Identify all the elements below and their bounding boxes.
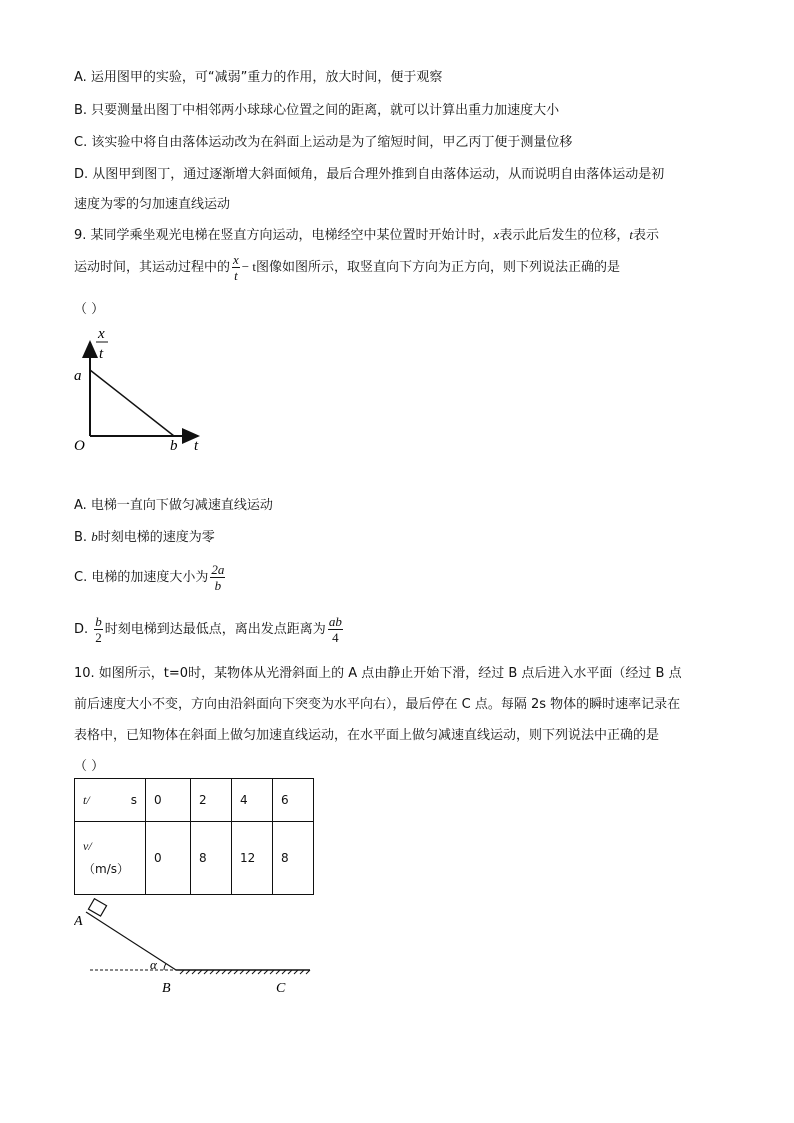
q8-option-c: C. 该实验中将自由落体运动改为在斜面上运动是为了缩短时间，甲乙丙丁便于测量位移: [74, 135, 573, 150]
table-cell: 2: [191, 779, 232, 822]
q9-graph-ylabel-den: t: [99, 346, 104, 362]
q10-stem-line3: 表格中，已知物体在斜面上做匀加速直线运动，在水平面上做匀减速直线运动，则下列说法中正确的是: [74, 728, 660, 743]
q10-answer-paren: （ ）: [74, 759, 105, 774]
q9-graph-label-t: t: [194, 438, 199, 454]
q9-option-c-fraction: $\frac{2a}{b}$: [211, 562, 225, 593]
table-cell: 0: [146, 822, 191, 895]
table-cell: 8: [273, 822, 314, 895]
q9-graph-line: [90, 370, 174, 436]
label-C: C: [276, 981, 286, 996]
q8-option-a: A. 运用图甲的实验，可“减弱”重力的作用，放大时间，便于观察: [74, 70, 443, 85]
q9-answer-paren: （ ）: [74, 302, 105, 317]
q10-velocity-table: [74, 778, 314, 895]
table-cell: 4: [232, 779, 273, 822]
q9-option-a: A. 电梯一直向下做匀减速直线运动: [74, 498, 273, 513]
q10-stem-line1: 10. 如图所示，t=0时，某物体从光滑斜面上的 A 点由静止开始下滑，经过 B 点后进入水平面（经过 B 点: [74, 666, 682, 681]
q10-incline-figure: [74, 898, 314, 1000]
q9-option-d-fraction1: $\frac{b}{2}$: [95, 614, 102, 645]
table-head-velocity: v/ （m/s）: [75, 822, 146, 895]
q9-graph-label-origin: O: [74, 438, 85, 454]
q9-stem-fraction: $\frac{x}{t}$: [233, 252, 239, 283]
table-row: [75, 822, 314, 895]
q9-option-d-fraction2: $\frac{ab}{4}$: [328, 614, 342, 645]
table-cell: 0: [146, 779, 191, 822]
angle-arc: [164, 964, 166, 970]
q10-stem-line2: 前后速度大小不变，方向由沿斜面向下突变为水平向右），最后停在 C 点。每隔 2s 物体的瞬时速率记录在: [74, 697, 681, 712]
table-head-time: t/ s: [75, 779, 146, 822]
q9-xt-graph: [70, 322, 220, 454]
q9-graph-label-a: a: [74, 368, 82, 384]
q8-option-b: B. 只要测量出图丁中相邻两小球球心位置之间的距离，就可以计算出重力加速度大小: [74, 103, 560, 118]
q9-option-d: D. $\frac{b}{2}$ 时刻电梯到达最低点，离出发点距离为 $\frac{ab}{4}$: [74, 614, 342, 645]
table-row: [75, 779, 314, 822]
incline-block: [88, 899, 106, 916]
q9-graph-label-b: b: [170, 438, 178, 454]
label-alpha: α: [150, 957, 157, 972]
q8-option-d-line2: 速度为零的匀加速直线运动: [74, 197, 231, 212]
q9-stem-line2: 运动时间，其运动过程中的 $\frac{x}{t}$ − t图像如图所示，取竖直向下方向为正方向，则下列说法正确的是: [74, 252, 621, 283]
table-cell: 12: [232, 822, 273, 895]
q9-graph-ylabel-num: x: [98, 326, 105, 342]
q9-option-b: B. b时刻电梯的速度为零: [74, 529, 215, 545]
label-B: B: [162, 981, 171, 996]
table-cell: 8: [191, 822, 232, 895]
table-cell: 6: [273, 779, 314, 822]
incline-slope: [86, 912, 176, 970]
q8-option-d-line1: D. 从图甲到图丁，通过逐渐增大斜面倾角，最后合理外推到自由落体运动，从而说明自由落体运动是初: [74, 167, 665, 182]
q9-stem-line1: 9. 某同学乘坐观光电梯在竖直方向运动，电梯经空中某位置时开始计时，x表示此后发生的位移，t表示: [74, 227, 659, 243]
label-A: A: [74, 914, 83, 929]
q9-option-c: C. 电梯的加速度大小为 $\frac{2a}{b}$: [74, 562, 225, 593]
